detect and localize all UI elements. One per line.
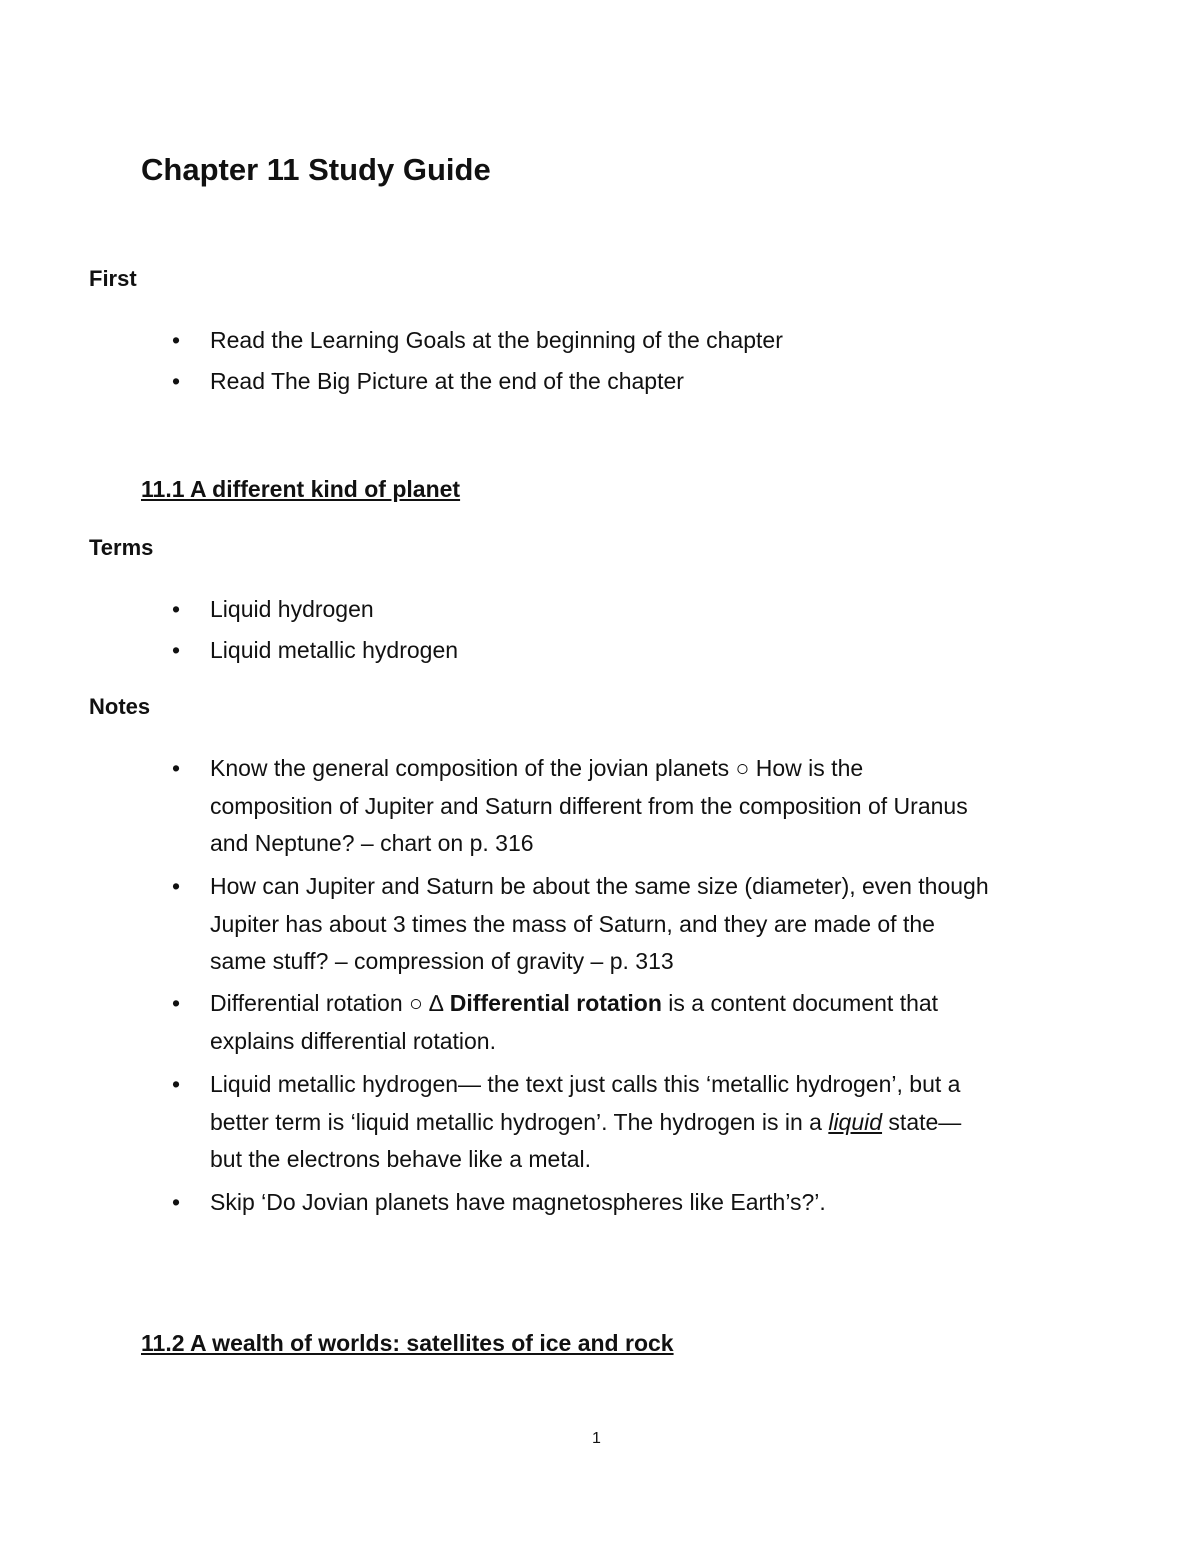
notes-label: Notes xyxy=(89,694,151,719)
note-text: Liquid metallic hydrogen— the text just calls this ‘metallic hydrogen’, but a better term is ‘liquid metallic hydrogen’. The hydrogen is in a liquid state— but the electrons behave like a metal. xyxy=(210,1071,962,1172)
page-number: 1 xyxy=(592,1430,601,1447)
bullet-icon: • xyxy=(172,1189,181,1215)
list-item-text: Liquid metallic hydrogen xyxy=(210,637,459,663)
liquid-emphasis: liquid xyxy=(828,1108,883,1135)
page-title: Chapter 11 Study Guide xyxy=(141,152,491,187)
first-label: First xyxy=(89,266,137,291)
bullet-icon: • xyxy=(172,368,181,394)
note-text: How can Jupiter and Saturn be about the same size (diameter), even though Jupiter has about 3 times the mass of Saturn, and they are made of the same stuff? – compression of gravity – p. 313 xyxy=(210,873,989,974)
list-item-text: Liquid hydrogen xyxy=(210,596,374,622)
bullet-icon: • xyxy=(172,873,181,899)
note-text: Differential rotation ○ ∆ Differential rotation is a content document that explains differential rotation. xyxy=(210,990,939,1054)
note-text: Know the general composition of the jovian planets ○ How is the composition of Jupiter and Saturn different from the composition of Uranus and Neptune? – chart on p. 316 xyxy=(210,755,968,856)
bullet-icon: • xyxy=(172,637,181,663)
bullet-icon: • xyxy=(172,755,181,781)
bullet-icon: • xyxy=(172,990,181,1016)
bullet-icon: • xyxy=(172,327,181,353)
list-item-text: Read The Big Picture at the end of the chapter xyxy=(210,368,684,394)
bullet-icon: • xyxy=(172,596,181,622)
bullet-icon: • xyxy=(172,1071,181,1097)
section-heading-11-2: 11.2 A wealth of worlds: satellites of ice and rock xyxy=(141,1330,674,1356)
note-text: Skip ‘Do Jovian planets have magnetospheres like Earth’s?’. xyxy=(210,1189,826,1215)
section-heading-11-1: 11.1 A different kind of planet xyxy=(141,476,461,502)
differential-rotation-link[interactable]: Differential rotation xyxy=(449,990,662,1016)
terms-label: Terms xyxy=(89,535,154,560)
list-item-text: Read the Learning Goals at the beginning of the chapter xyxy=(210,327,783,353)
